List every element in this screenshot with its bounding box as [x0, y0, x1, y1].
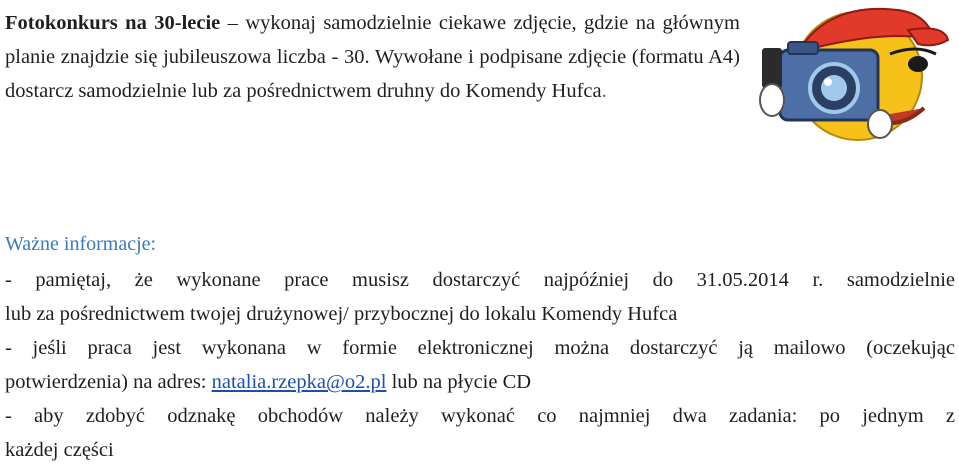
address-prefix: potwierdzenia) na adres:: [5, 371, 212, 393]
info-line-electronic: - jeśli praca jest wykonana w formie elektronicznej można dostarczyć ją mailowo (oczekując: [5, 337, 955, 359]
contest-title: Fotokonkurs na 30-lecie: [5, 12, 221, 34]
info-line-deadline: - pamiętaj, że wykonane prace musisz dostarczyć najpóźniej do 31.05.2014 r. samodzielnie: [5, 269, 955, 291]
info-list: [5, 263, 955, 467]
intro-paragraph: [5, 6, 740, 108]
info-line-parts: każdej części: [5, 439, 114, 461]
address-suffix: lub na płycie CD: [386, 371, 532, 393]
important-info-heading: Ważne informacje:: [5, 233, 157, 255]
email-link[interactable]: natalia.rzepka@o2.pl: [211, 371, 387, 393]
smiley-with-camera-icon: [758, 0, 954, 146]
info-line-delivery: lub za pośrednictwem twojej drużynowej/ przybocznej do lokalu Komendy Hufca: [5, 303, 678, 325]
intro-period: .: [601, 80, 607, 102]
intro-dash: –: [220, 12, 246, 34]
info-line-badge: - aby zdobyć odznakę obchodów należy wykonać co najmniej dwa zadania: po jednym z: [5, 405, 955, 427]
intro-text: wykonaj samodzielnie ciekawe zdjęcie, gdzie na głównym planie znajdzie się jubileuszowa liczba - 30. Wywołane i podpisane zdjęcie (formatu A4) dostarcz samodzielnie lub za pośrednictwem druhny do Komendy Hufca: [5, 12, 741, 102]
info-line-address: [5, 365, 955, 399]
